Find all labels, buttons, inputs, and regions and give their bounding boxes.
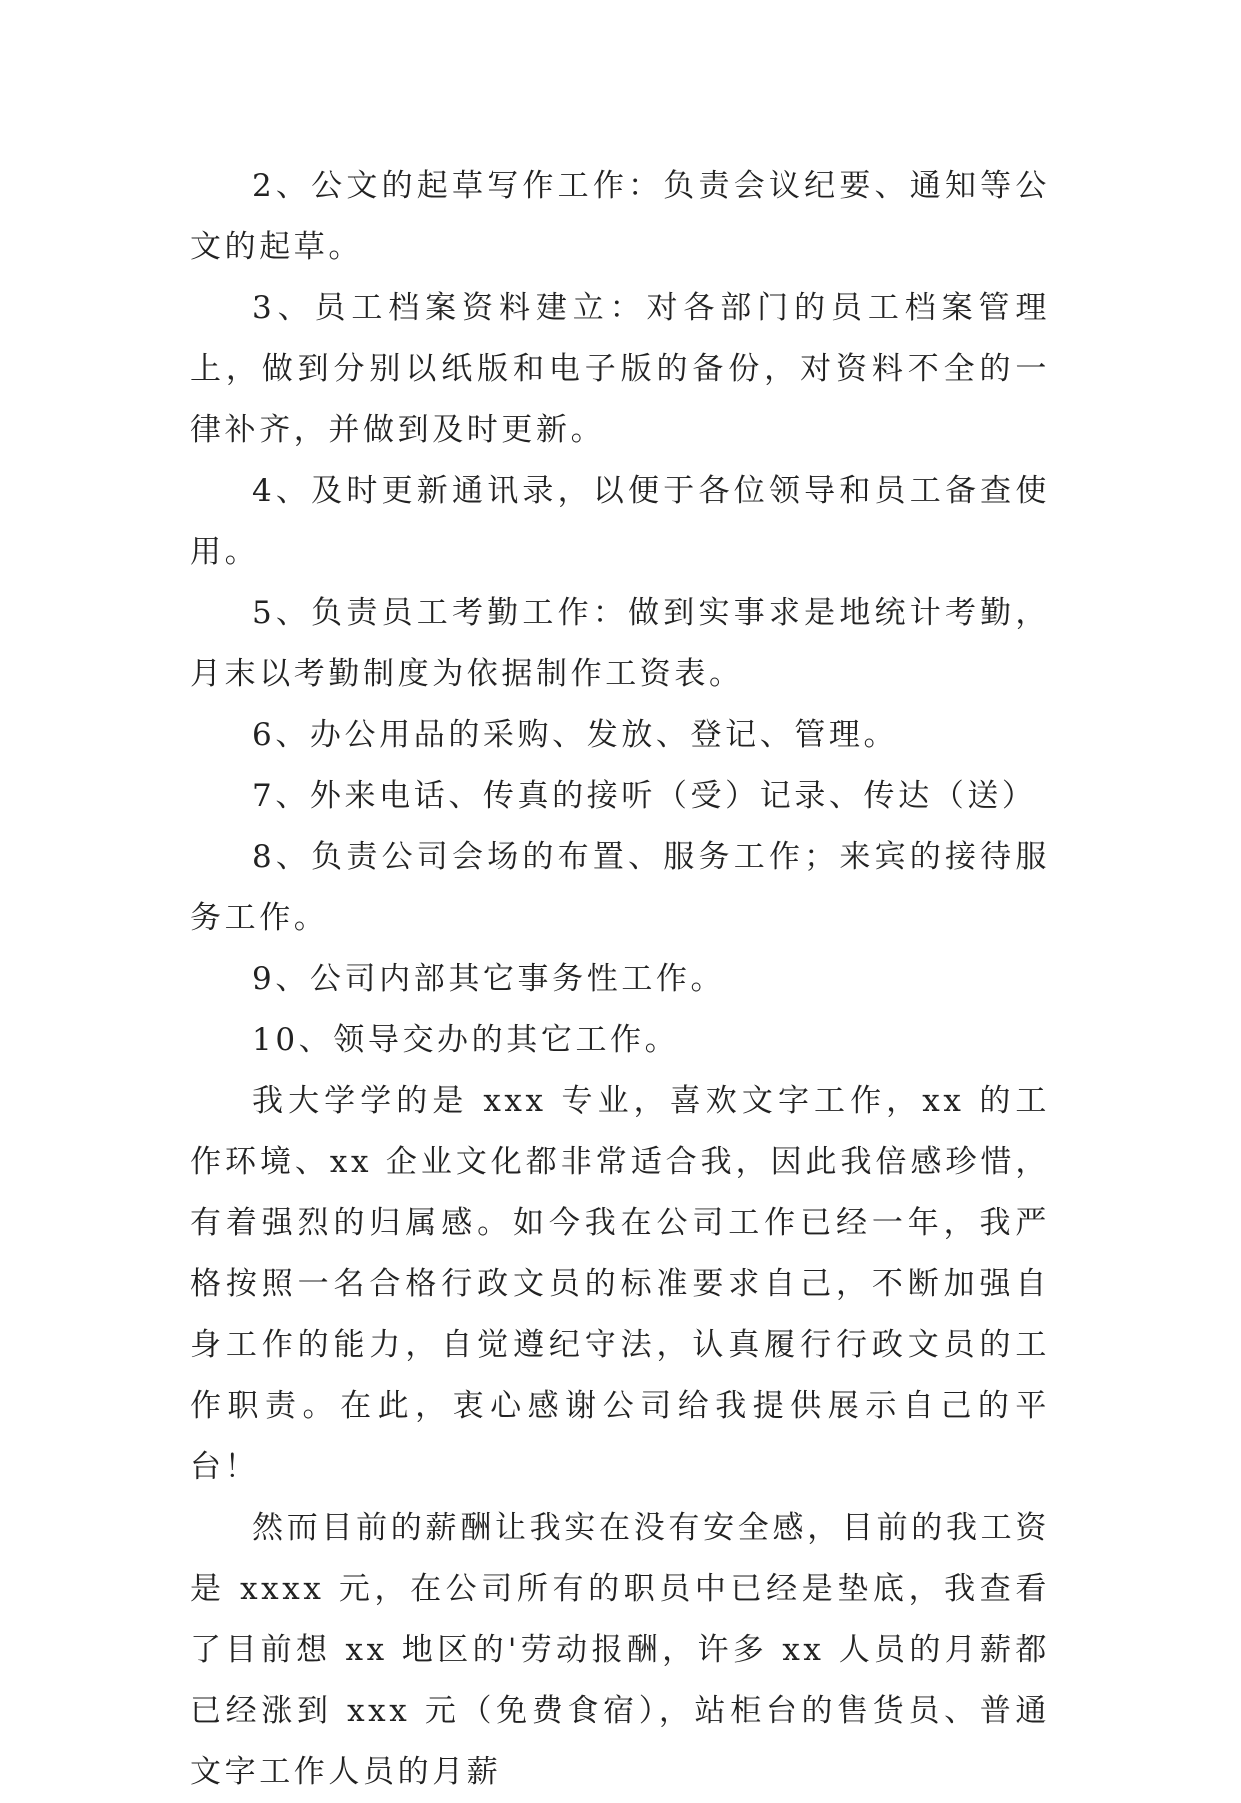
paragraph-item-4: 4、及时更新通讯录，以便于各位领导和员工备查使用。 xyxy=(190,473,1050,570)
paragraph-item-9: 9、公司内部其它事务性工作。 xyxy=(252,961,726,997)
paragraph-item-5: 5、负责员工考勤工作：做到实事求是地统计考勤，月末以考勤制度为依据制作工资表。 xyxy=(190,595,1050,692)
body-paragraph-background: 我大学学的是 xxx 专业，喜欢文字工作，xx 的工作环境、xx 企业文化都非常适合我，因此我倍感珍惜，有着强烈的归属感。如今我在公司工作已经一年，我严格按照一名合格行政文员的标准要求自己，不断加强自身工作的能力，自觉遵纪守法，认真履行行政文员的工作职责。在此，衷心感谢公司给我提供展示自己的平台！ xyxy=(190,1083,1050,1485)
paragraph-item-3: 3、员工档案资料建立：对各部门的员工档案管理上，做到分别以纸版和电子版的备份，对资料不全的一律补齐，并做到及时更新。 xyxy=(190,290,1050,448)
body-paragraph-salary: 然而目前的薪酬让我实在没有安全感，目前的我工资是 xxxx 元，在公司所有的职员中已经是垫底，我查看了目前想 xx 地区的'劳动报酬，许多 xx 人员的月薪都已经涨到 xxx 元（免费食宿），站柜台的售货员、普通文字工作人员的月薪 xyxy=(190,1510,1050,1790)
document-page xyxy=(190,156,1050,1803)
paragraph-item-8: 8、负责公司会场的布置、服务工作；来宾的接待服务工作。 xyxy=(190,839,1050,936)
paragraph-item-10: 10、领导交办的其它工作。 xyxy=(252,1022,680,1058)
paragraph-item-7: 7、外来电话、传真的接听（受）记录、传达（送） xyxy=(252,778,1037,814)
paragraph-item-2: 2、公文的起草写作工作：负责会议纪要、通知等公文的起草。 xyxy=(190,168,1050,265)
paragraph-item-6: 6、办公用品的采购、发放、登记、管理。 xyxy=(252,717,899,753)
